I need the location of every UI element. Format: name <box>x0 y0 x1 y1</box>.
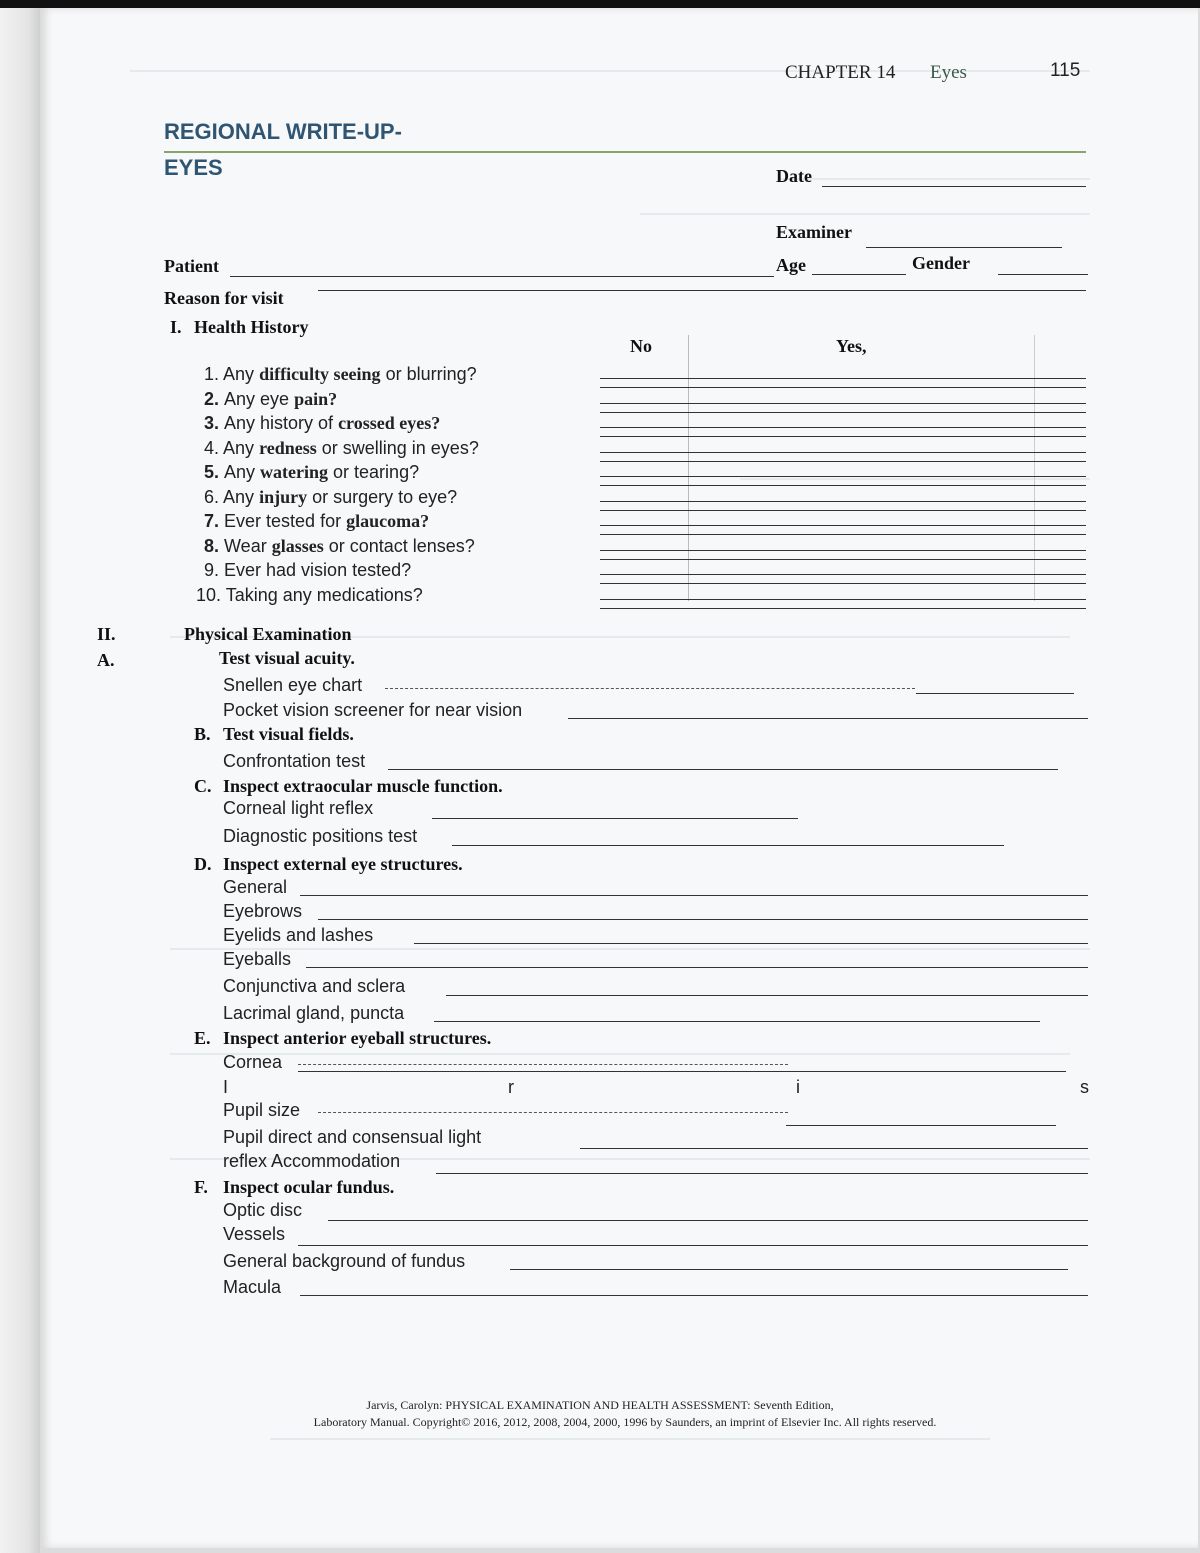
cornea-label: Cornea <box>223 1052 283 1072</box>
question-text: Any <box>224 462 261 482</box>
document-page <box>40 8 1198 1548</box>
question-number: 4. <box>204 438 224 458</box>
question-text: Ever had vision tested? <box>224 560 412 580</box>
copyright-line2: Laboratory Manual. Copyright© 2016, 2012, 2008, 2004, 2000, 1996 by Saunders, an imprint of Elsevier Inc. All rights reserved. <box>313 1415 937 1429</box>
question-8 <box>204 536 475 557</box>
question-keyword: difficulty seeing <box>259 364 381 384</box>
answer-line[interactable] <box>600 583 1086 584</box>
question-keyword: pain? <box>294 389 338 409</box>
sectionE-title: Inspect anterior eyeball structures. <box>223 1028 492 1048</box>
snellen-label: Snellen eye chart <box>223 675 363 695</box>
accommodation-field[interactable] <box>436 1173 1088 1174</box>
iris-letter-i2: i <box>796 1077 800 1097</box>
eyebrows-field[interactable] <box>318 919 1088 920</box>
form-title-line1: REGIONAL WRITE-UP- <box>164 119 402 144</box>
question-10 <box>196 585 423 606</box>
answer-line[interactable] <box>600 403 1086 404</box>
eyelids-label: Eyelids and lashes <box>223 925 374 945</box>
answer-line[interactable] <box>600 387 1086 388</box>
sectionE-letter: E. <box>194 1028 211 1048</box>
sectionD-title: Inspect external eye structures. <box>223 854 463 874</box>
sectionA-title: Test visual acuity. <box>219 648 355 668</box>
gender-field[interactable] <box>998 274 1088 275</box>
page-number: 115 <box>1050 60 1081 81</box>
eyeballs-label: Eyeballs <box>223 949 292 969</box>
section2-title: Physical Examination <box>184 624 352 644</box>
question-number: 7. <box>204 511 225 531</box>
date-field[interactable] <box>822 186 1086 187</box>
answer-line[interactable] <box>600 436 1086 437</box>
answer-line[interactable] <box>600 452 1086 453</box>
confrontation-field[interactable] <box>388 769 1058 770</box>
answer-line[interactable] <box>600 427 1086 428</box>
vessels-field[interactable] <box>298 1245 1088 1246</box>
question-number: 1. <box>204 364 224 384</box>
pupil-reflex-label: Pupil direct and consensual light <box>223 1127 482 1147</box>
snellen-field[interactable] <box>916 693 1074 694</box>
question-keyword: glasses <box>271 536 324 556</box>
iris-letter-s: s <box>1080 1077 1089 1097</box>
pupil-size-label: Pupil size <box>223 1100 301 1120</box>
chapter-topic: Eyes <box>930 62 967 83</box>
age-label: Age <box>776 255 806 275</box>
form-title-line2: EYES <box>164 155 223 180</box>
column-divider <box>688 335 689 601</box>
answer-line[interactable] <box>600 476 1086 477</box>
iris-letter-i: I <box>223 1077 229 1097</box>
question-text: Taking any medications? <box>225 585 423 605</box>
question-number: 5. <box>204 462 225 482</box>
question-6 <box>204 487 457 508</box>
eyebrows-label: Eyebrows <box>223 901 303 921</box>
question-keyword: redness <box>259 438 317 458</box>
sectionA-letter: A. <box>97 650 115 670</box>
section2-numeral: II. <box>97 624 116 644</box>
confrontation-label: Confrontation test <box>223 751 366 771</box>
question-keyword: glaucoma? <box>346 511 430 531</box>
scan-binding-edge <box>0 8 40 1553</box>
corneal-reflex-label: Corneal light reflex <box>223 798 374 818</box>
copyright-line1: Jarvis, Carolyn: PHYSICAL EXAMINATION AND HEALTH ASSESSMENT: Seventh Edition, <box>366 1398 834 1412</box>
answer-line[interactable] <box>600 534 1086 535</box>
question-number: 8. <box>204 536 225 556</box>
sectionF-title: Inspect ocular fundus. <box>223 1177 395 1197</box>
answer-line[interactable] <box>600 550 1086 551</box>
chapter-label: CHAPTER 14 <box>785 62 896 83</box>
question-1 <box>204 364 477 385</box>
macula-label: Macula <box>223 1277 282 1297</box>
question-number: 3. <box>204 413 225 433</box>
pocket-screener-field[interactable] <box>568 718 1088 719</box>
corneal-reflex-field[interactable] <box>432 818 798 819</box>
answer-line[interactable] <box>600 510 1086 511</box>
answer-line[interactable] <box>600 378 1086 379</box>
question-keyword: injury <box>259 487 308 507</box>
general-label: General <box>223 877 288 897</box>
fundus-background-label: General background of fundus <box>223 1251 466 1271</box>
lacrimal-field[interactable] <box>434 1021 1040 1022</box>
question-keyword: watering <box>260 462 329 482</box>
question-3 <box>204 413 440 434</box>
question-text-end: or swelling in eyes? <box>316 438 479 458</box>
reason-field[interactable] <box>318 290 1086 291</box>
question-5 <box>204 462 419 483</box>
pupil-size-leader <box>318 1112 788 1113</box>
col-no-header: No <box>630 336 652 356</box>
patient-label: Patient <box>164 256 219 276</box>
cornea-field[interactable] <box>298 1071 1066 1072</box>
answer-line[interactable] <box>600 461 1086 462</box>
examiner-field[interactable] <box>866 247 1062 248</box>
general-field[interactable] <box>300 895 1088 896</box>
question-text: Any <box>223 487 260 507</box>
patient-field[interactable] <box>230 276 774 277</box>
gender-label: Gender <box>912 253 970 273</box>
answer-line[interactable] <box>600 599 1086 600</box>
question-number: 6. <box>204 487 224 507</box>
question-text-end: or contact lenses? <box>323 536 475 556</box>
question-text: Any <box>223 364 260 384</box>
sectionB-letter: B. <box>194 724 211 744</box>
question-number: 9. <box>204 560 225 580</box>
question-4 <box>204 438 479 459</box>
question-number: 2. <box>204 389 225 409</box>
iris-letter-r: r <box>508 1077 514 1097</box>
accommodation-label: reflex Accommodation <box>223 1151 401 1171</box>
question-text-end: or blurring? <box>380 364 477 384</box>
vessels-label: Vessels <box>223 1224 286 1244</box>
question-number: 10. <box>196 585 226 605</box>
sectionC-letter: C. <box>194 776 212 796</box>
answer-line[interactable] <box>600 608 1086 609</box>
question-text: Wear <box>224 536 272 556</box>
question-text-end: or tearing? <box>328 462 420 482</box>
eyeballs-field[interactable] <box>306 967 1088 968</box>
date-label: Date <box>776 166 812 186</box>
sectionB-title: Test visual fields. <box>223 724 354 744</box>
question-text: Any history of <box>224 413 339 433</box>
cornea-leader <box>298 1064 788 1065</box>
question-7 <box>204 511 429 532</box>
snellen-leader <box>385 688 915 689</box>
optic-disc-label: Optic disc <box>223 1200 303 1220</box>
fundus-background-field[interactable] <box>510 1269 1068 1270</box>
eyelids-field[interactable] <box>414 943 1088 944</box>
diagnostic-positions-field[interactable] <box>452 845 1004 846</box>
col-yes-header: Yes, <box>836 336 867 356</box>
sectionF-letter: F. <box>194 1177 208 1197</box>
section1-title: Health History <box>194 317 309 337</box>
examiner-label: Examiner <box>776 222 852 242</box>
answer-line[interactable] <box>600 525 1086 526</box>
answer-line[interactable] <box>600 574 1086 575</box>
conjunctiva-label: Conjunctiva and sclera <box>223 976 406 996</box>
conjunctiva-field[interactable] <box>446 995 1088 996</box>
sectionC-title: Inspect extraocular muscle function. <box>223 776 503 796</box>
macula-field[interactable] <box>300 1295 1088 1296</box>
question-text: Any <box>223 438 260 458</box>
diagnostic-positions-label: Diagnostic positions test <box>223 826 418 846</box>
lacrimal-label: Lacrimal gland, puncta <box>223 1003 405 1023</box>
answer-line[interactable] <box>600 485 1086 486</box>
optic-disc-field[interactable] <box>328 1220 1088 1221</box>
section1-numeral: I. <box>170 317 182 337</box>
sectionD-letter: D. <box>194 854 212 874</box>
question-keyword: crossed eyes? <box>338 413 441 433</box>
scan-top-edge <box>0 0 1200 8</box>
pocket-screener-label: Pocket vision screener for near vision <box>223 700 523 720</box>
pupil-size-field[interactable] <box>786 1125 1056 1126</box>
question-2 <box>204 389 337 410</box>
answer-line[interactable] <box>600 412 1086 413</box>
question-9 <box>204 560 411 581</box>
question-text-end: or surgery to eye? <box>307 487 458 507</box>
column-divider-right <box>1034 335 1035 601</box>
answer-line[interactable] <box>600 559 1086 560</box>
question-text: Any eye <box>224 389 295 409</box>
question-text: Ever tested for <box>224 511 347 531</box>
answer-line[interactable] <box>600 501 1086 502</box>
age-field[interactable] <box>812 274 906 275</box>
reason-label: Reason for visit <box>164 288 284 308</box>
pupil-reflex-field[interactable] <box>580 1148 1088 1149</box>
title-rule <box>164 151 1086 153</box>
